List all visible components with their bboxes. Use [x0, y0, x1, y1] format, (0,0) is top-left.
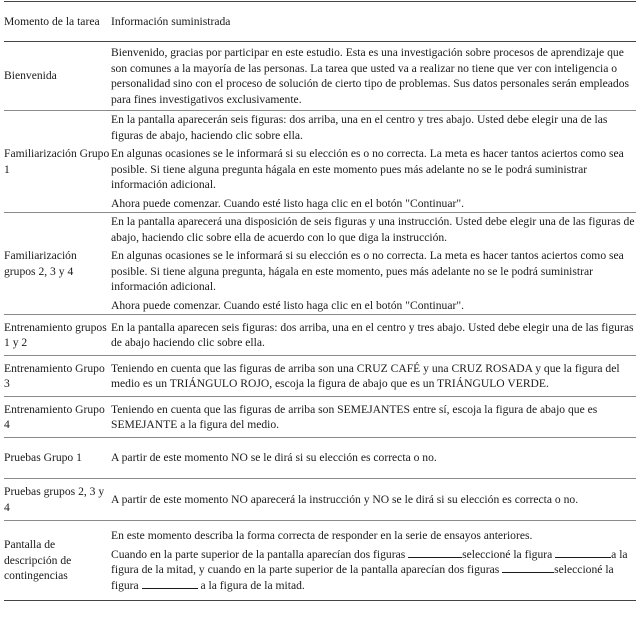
fill-in-text: a la figura de la mitad, y cuando en la parte superior de la pantalla aparecían dos figuras — [111, 547, 628, 576]
stage-cell: Pantalla de descripción de contingencias — [4, 521, 111, 601]
stage-cell: Bienvenida — [4, 42, 111, 111]
table-row — [4, 213, 636, 315]
info-cell — [111, 397, 636, 438]
header-info: Información suministrada — [111, 2, 636, 42]
blank-line — [142, 578, 198, 589]
table-row — [4, 521, 636, 601]
info-paragraph: Teniendo en cuenta que las figuras de arriba son una CRUZ CAFÉ y una CRUZ ROSADA y que la figura del medio es un TRIÁNGULO ROJO, escoja la figura de abajo que es un TRIÁNGULO VERDE. — [111, 361, 620, 390]
info-cell — [111, 521, 636, 601]
table-row — [4, 42, 636, 111]
blank-line — [502, 562, 554, 573]
info-cell — [111, 213, 636, 315]
info-paragraph: En algunas ocasiones se le informará si su elección es o no correcta. La meta es hacer tantos aciertos como sea posible. Si tiene alguna pregunta hágala en este momento pues más adelante no se le podrá suministrar información adicional. — [111, 147, 624, 191]
info-cell — [111, 315, 636, 356]
info-paragraph: En la pantalla aparecerán seis figuras: dos arriba, una en el centro y tres abajo. Usted debe elegir una de las figuras de abajo, haciendo clic sobre ella. — [111, 113, 608, 142]
fill-in-text: Cuando en la parte superior de la pantalla aparecían dos figuras — [111, 547, 406, 561]
info-paragraph: A partir de este momento NO se le dirá si su elección es correcta o no. — [111, 451, 437, 465]
info-paragraph: A partir de este momento NO aparecerá la instrucción y NO se le dirá si su elección es correcta o no. — [111, 492, 579, 506]
info-paragraph: En la pantalla aparecerá una disposición de seis figuras y una instrucción. Usted debe elegir una de las figuras de abajo, haciendo clic sobre ella de acuerdo con lo que diga la instrucción. — [111, 215, 635, 244]
fill-in-text: a la figura de la mitad. — [200, 578, 305, 592]
stage-cell: Entrenamiento Grupo 4 — [4, 397, 111, 438]
info-cell — [111, 479, 636, 521]
stage-cell: Pruebas Grupo 1 — [4, 438, 111, 479]
table-row — [4, 397, 636, 438]
table-row — [4, 356, 636, 397]
stage-cell: Familiarización grupos 2, 3 y 4 — [4, 213, 111, 315]
stage-cell: Familiarización Grupo 1 — [4, 111, 111, 213]
info-paragraph: En algunas ocasiones se le informará si su elección es o no correcta. La meta es hacer tantos aciertos como sea posible. Si tiene alguna pregunta, hágala en este momento, pues más adelante no se le podrá suministrar información adicional. — [111, 249, 624, 293]
blank-line — [555, 547, 611, 558]
stage-cell: Pruebas grupos 2, 3 y 4 — [4, 479, 111, 521]
info-paragraph: En este momento describa la forma correcta de responder en la serie de ensayos anteriores. — [111, 529, 533, 542]
fill-in-text: seleccioné la figura — [111, 563, 614, 592]
info-cell — [111, 111, 636, 213]
table-row — [4, 315, 636, 356]
table-row — [4, 479, 636, 521]
table-row — [4, 438, 636, 479]
info-paragraph: En la pantalla aparecen seis figuras: dos arriba, una en el centro y tres abajo. Usted debe elegir una de las figuras de abajo haciendo clic sobre ella. — [111, 320, 634, 349]
fill-in-text: seleccioné la figura — [462, 547, 553, 561]
table-header — [4, 2, 636, 42]
stage-cell: Entrenamiento grupos 1 y 2 — [4, 315, 111, 356]
info-paragraph: Bienvenido, gracias por participar en este estudio. Esta es una investigación sobre procesos de aprendizaje que son comunes a la mayoría de las personas. La tarea que usted va a realizar no tiene que ver con inteligencia o personalidad sino con el proceso de solución de cierto tipo de problemas. Sus datos personales serán empleados para fines investigativos exclusivamente. — [111, 46, 630, 106]
blank-line — [408, 547, 462, 558]
fill-in-paragraph — [111, 547, 636, 594]
info-cell — [111, 438, 636, 479]
header-stage: Momento de la tarea — [4, 2, 111, 42]
info-cell — [111, 42, 636, 111]
table-row — [4, 111, 636, 213]
info-paragraph: Ahora puede comenzar. Cuando esté listo haga clic en el botón "Continuar". — [111, 298, 464, 312]
info-paragraph: Ahora puede comenzar. Cuando esté listo haga clic en el botón "Continuar". — [111, 196, 464, 210]
info-cell — [111, 356, 636, 397]
instructions-table — [4, 1, 636, 601]
stage-cell: Entrenamiento Grupo 3 — [4, 356, 111, 397]
info-paragraph: Teniendo en cuenta que las figuras de arriba son SEMEJANTES entre sí, escoja la figura de abajo que es SEMEJANTE a la figura del medio. — [111, 402, 598, 431]
